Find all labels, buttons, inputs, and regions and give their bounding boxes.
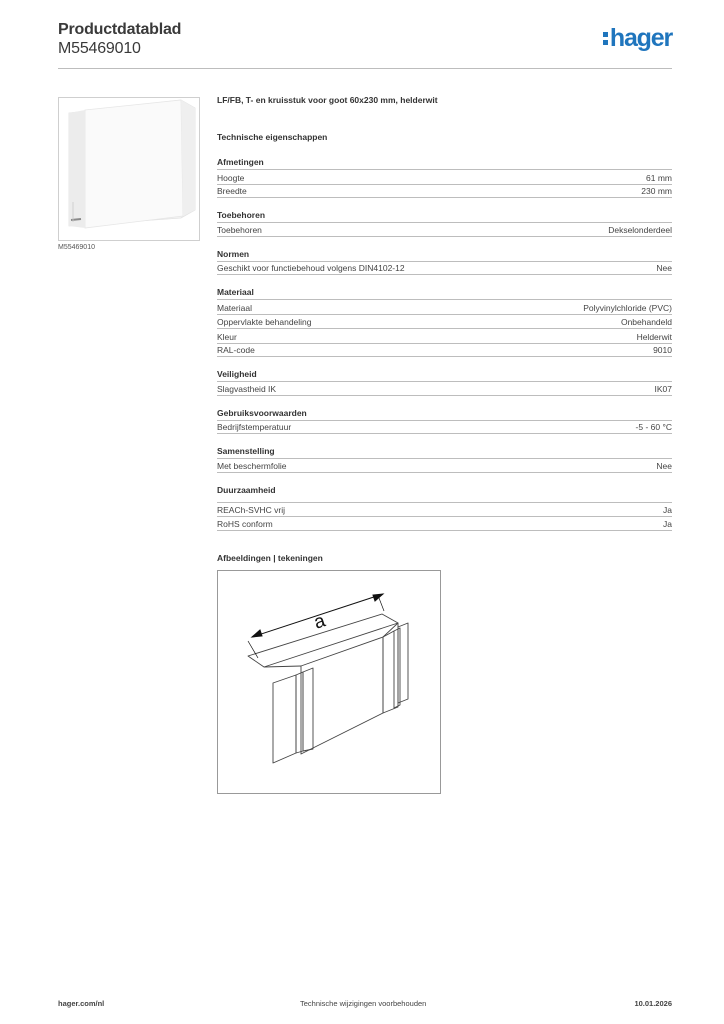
group-heading: Afmetingen — [217, 157, 264, 167]
spec-label: RAL-code — [217, 345, 255, 355]
spec-row — [217, 420, 672, 435]
header-divider — [58, 68, 672, 69]
drawings-heading: Afbeeldingen | tekeningen — [217, 552, 323, 563]
page-header — [58, 20, 672, 68]
group-heading: Samenstelling — [217, 446, 275, 456]
group-heading: Gebruiksvoorwaarden — [217, 407, 307, 418]
spec-value: Dekselonderdeel — [608, 224, 672, 235]
spec-group-dimensions — [217, 157, 672, 198]
group-heading: Veiligheid — [217, 369, 257, 379]
logo-text: hager — [609, 24, 672, 52]
group-heading: Normen — [217, 248, 250, 259]
group-heading: Toebehoren — [217, 210, 266, 220]
spec-value: Nee — [656, 460, 672, 471]
spec-value: Nee — [656, 263, 672, 273]
spec-group-safety — [217, 369, 672, 396]
spec-row — [217, 299, 672, 314]
spec-label: RoHS conform — [217, 518, 273, 529]
spec-row — [217, 314, 672, 329]
spec-row — [217, 381, 672, 396]
spec-label: Met beschermfolie — [217, 460, 287, 471]
document-date: 10.01.2026 — [634, 999, 672, 1008]
spec-label: Slagvastheid IK — [217, 383, 277, 394]
group-heading: Materiaal — [217, 287, 254, 297]
spec-row — [217, 502, 672, 517]
spec-row — [217, 184, 672, 199]
spec-value: Ja — [663, 505, 672, 515]
spec-value: 61 mm — [646, 172, 672, 183]
product-description: LF/FB, T- en kruisstuk voor goot 60x230 mm, helderwit — [217, 95, 438, 105]
spec-group-composition — [217, 446, 672, 473]
product-image-icon — [59, 98, 199, 240]
logo-dots-icon — [603, 32, 608, 45]
specifications — [217, 95, 672, 566]
spec-row — [217, 343, 672, 358]
spec-row — [217, 328, 672, 343]
spec-label: Kleur — [217, 331, 237, 342]
website-link[interactable]: hager.com/nl — [58, 999, 105, 1008]
spec-group-material — [217, 287, 672, 357]
technical-drawing — [217, 570, 441, 794]
spec-value: Ja — [663, 518, 672, 529]
dimension-label: a — [311, 610, 328, 634]
spec-label: Bedrijfstemperatuur — [217, 422, 292, 432]
spec-value: Onbehandeld — [620, 317, 672, 327]
t-piece-drawing-icon — [218, 571, 440, 793]
spec-row — [217, 169, 672, 184]
spec-group-standards — [217, 249, 672, 276]
spec-group-durability — [217, 485, 672, 531]
spec-group-conditions — [217, 408, 672, 435]
technical-properties-heading: Technische eigenschappen — [217, 132, 328, 142]
document-title: Productdatablad — [58, 21, 182, 38]
disclaimer: Technische wijzigingen voorbehouden — [300, 999, 427, 1008]
spec-value: -5 - 60 °C — [635, 422, 672, 432]
product-photo — [58, 97, 200, 241]
spec-value: 230 mm — [641, 186, 672, 196]
spec-row — [217, 261, 672, 276]
spec-group-accessories — [217, 210, 672, 237]
product-number: M55469010 — [58, 40, 141, 57]
spec-row — [217, 222, 672, 237]
spec-label: Toebehoren — [217, 224, 262, 235]
spec-label: Materiaal — [217, 302, 252, 313]
spec-value: 9010 — [653, 345, 672, 355]
spec-label: Oppervlakte behandeling — [217, 317, 312, 327]
spec-label: Geschikt voor functiebehoud volgens DIN4102-12 — [217, 263, 405, 273]
spec-value: IK07 — [654, 383, 672, 394]
group-heading: Duurzaamheid — [217, 484, 276, 495]
spec-row — [217, 516, 672, 531]
spec-label: Hoogte — [217, 172, 245, 183]
hager-logo[interactable] — [603, 26, 672, 51]
photo-caption: M55469010 — [58, 244, 95, 251]
spec-label: REACh-SVHC vrij — [217, 505, 286, 515]
spec-row — [217, 458, 672, 473]
spec-label: Breedte — [217, 186, 247, 196]
spec-value: Polyvinylchloride (PVC) — [583, 302, 672, 313]
spec-value: Helderwit — [636, 331, 672, 342]
